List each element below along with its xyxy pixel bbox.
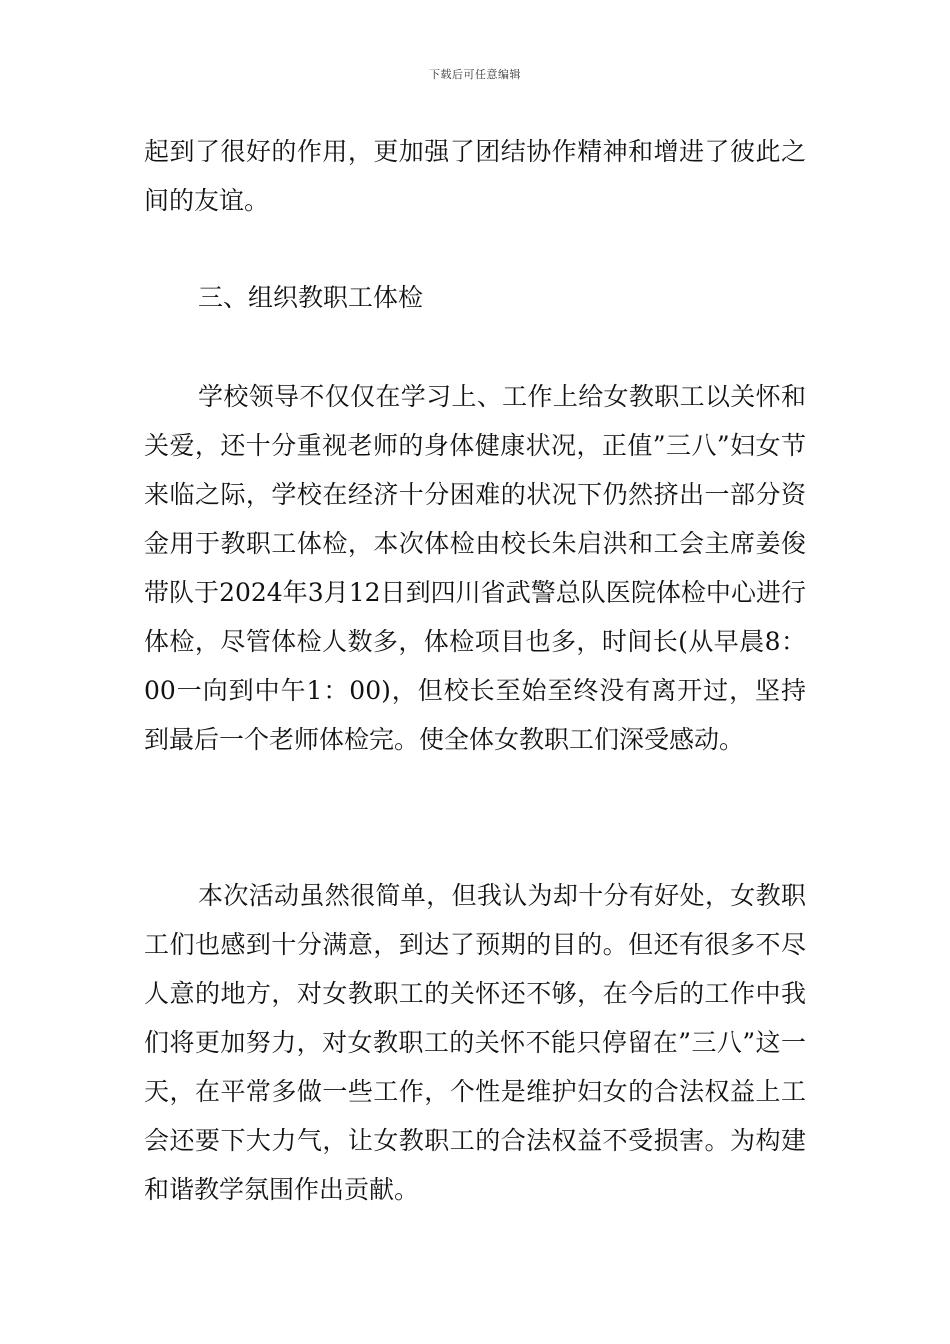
paragraph-physical-exam: 学校领导不仅仅在学习上、工作上给女教职工以关怀和关爱，还十分重视老师的身体健康状况，正值”三八”妇女节来临之际，学校在经济十分困难的状况下仍然挤出一部分资金用于教职工体检，本次体检由校长朱启洪和工会主席姜俊带队于2024年3月12日到四川省武警总队医院体检中心进行体检，尽管体检人数多，体检项目也多，时间长(从早晨8：00一向到中午1：00)，但校长至始至终没有离开过，坚持到最后一个老师体检完。使全体女教职工们深受感动。 bbox=[144, 382, 806, 754]
page-header: 下载后可任意编辑 bbox=[429, 68, 521, 81]
paragraph-continuation: 起到了很好的作用，更加强了团结协作精神和增进了彼此之间的友谊。 bbox=[144, 137, 806, 215]
paragraph-conclusion: 本次活动虽然很简单，但我认为却十分有好处，女教职工们也感到十分满意，到达了预期的目的。但还有很多不尽人意的地方，对女教职工的关怀还不够，在今后的工作中我们将更加努力，对女教职工的关怀不能只停留在”三八”这一天，在平常多做一些工作，个性是维护妇女的合法权益上工会还要下大力气，让女教职工的合法权益不受损害。为构建和谐教学氛围作出贡献。 bbox=[144, 881, 806, 1204]
section-heading-physical-exam: 三、组织教职工体检 bbox=[198, 283, 424, 312]
